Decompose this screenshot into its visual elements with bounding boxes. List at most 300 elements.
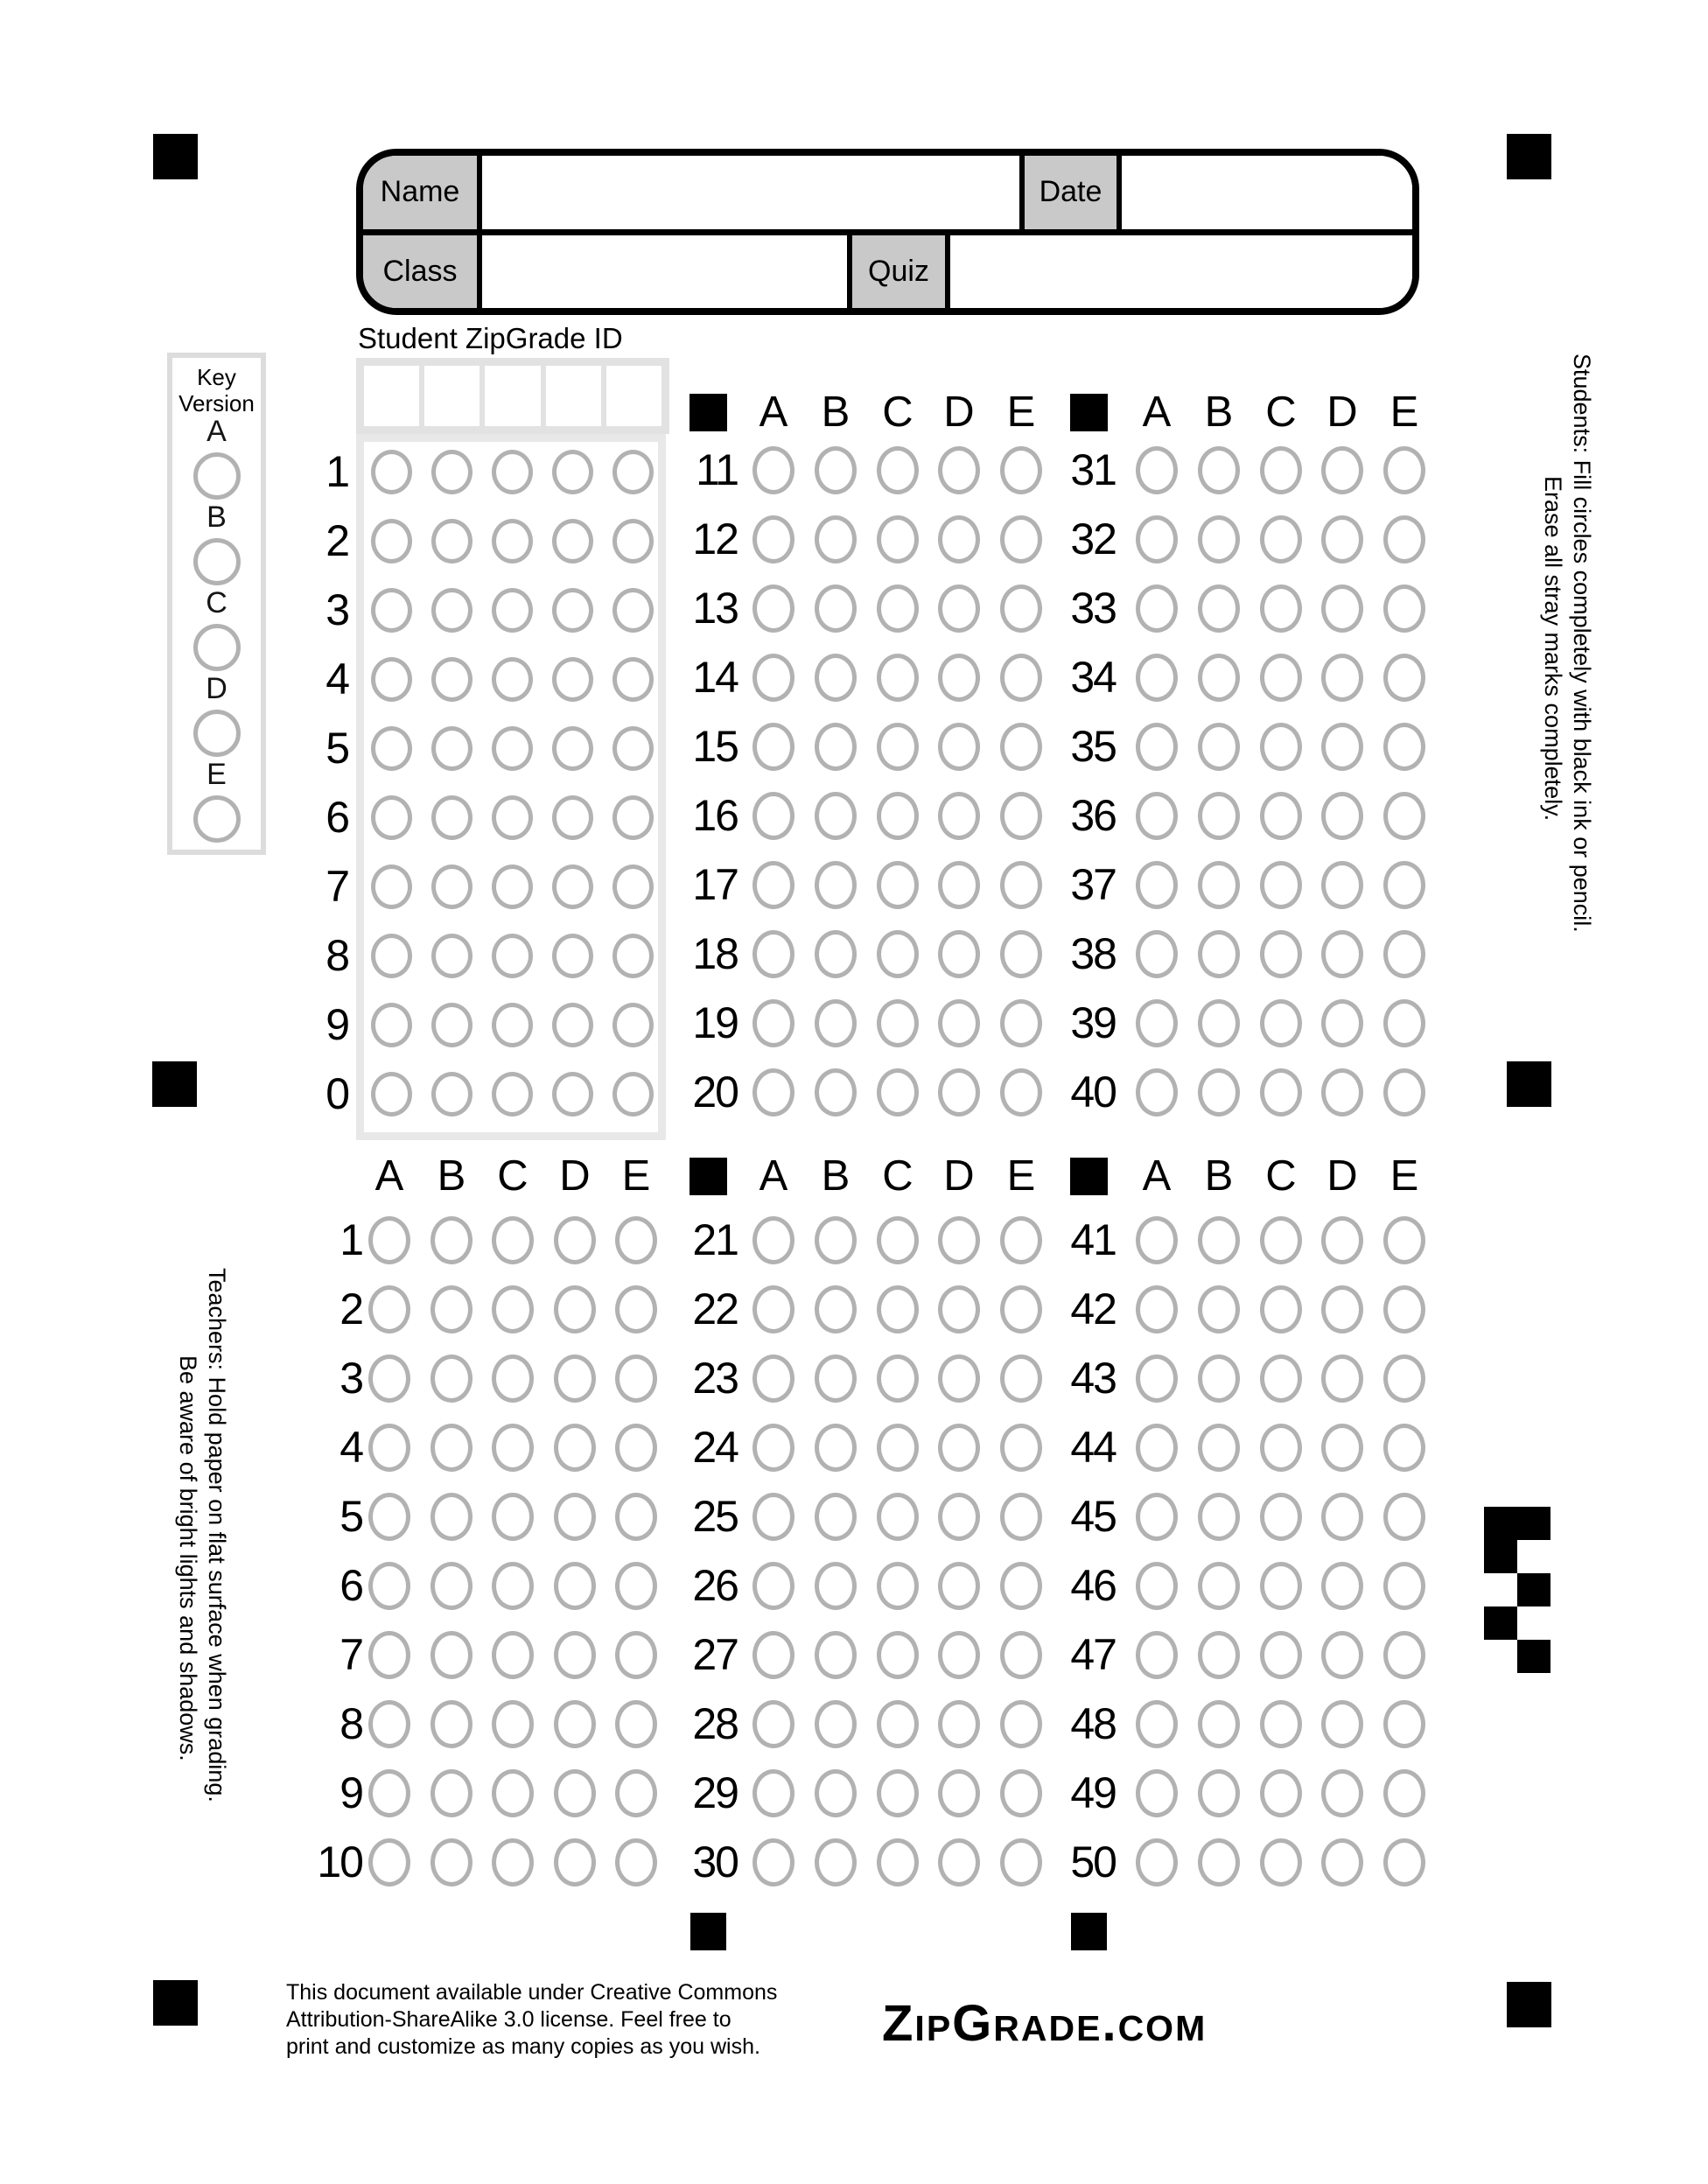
zipgrade-logo: ZipGrade.com — [882, 1995, 1208, 2052]
answer-bubble[interactable] — [938, 654, 980, 702]
answer-bubble[interactable] — [752, 584, 794, 633]
answer-bubble[interactable] — [430, 1838, 472, 1886]
answer-bubble[interactable] — [1198, 1838, 1240, 1886]
answer-bubble[interactable] — [938, 792, 980, 840]
id-bubble[interactable] — [371, 519, 412, 564]
answer-bubble[interactable] — [815, 792, 857, 840]
answer-bubble[interactable] — [815, 1769, 857, 1817]
question-number: 2 — [340, 1284, 362, 1334]
answer-bubble[interactable] — [1321, 1354, 1363, 1403]
answer-bubble[interactable] — [1136, 792, 1178, 840]
id-bubble[interactable] — [492, 934, 533, 978]
answer-bubble[interactable] — [368, 1700, 410, 1748]
answer-bubble[interactable] — [368, 1562, 410, 1610]
id-writein-cell[interactable] — [546, 366, 601, 426]
answer-bubble[interactable] — [1321, 999, 1363, 1047]
id-bubble[interactable] — [431, 657, 472, 702]
answer-bubble[interactable] — [1321, 1700, 1363, 1748]
answer-bubble[interactable] — [1260, 515, 1302, 564]
id-digit-label: 5 — [326, 724, 348, 773]
question-number: 46 — [1070, 1561, 1116, 1610]
answer-bubble[interactable] — [752, 1700, 794, 1748]
choice-letter: A — [1142, 1152, 1172, 1200]
answer-bubble[interactable] — [1321, 1068, 1363, 1116]
answer-bubble[interactable] — [1260, 1216, 1302, 1264]
answer-bubble[interactable] — [1260, 723, 1302, 771]
answer-bubble[interactable] — [938, 1562, 980, 1610]
answer-bubble[interactable] — [815, 1068, 857, 1116]
id-bubble[interactable] — [431, 934, 472, 978]
answer-bubble[interactable] — [1383, 723, 1425, 771]
answer-bubble[interactable] — [492, 1285, 534, 1334]
choice-letter: E — [1006, 388, 1036, 436]
answer-bubble[interactable] — [1136, 1354, 1178, 1403]
answer-bubble[interactable] — [1198, 1562, 1240, 1610]
answer-bubble[interactable] — [1136, 1068, 1178, 1116]
answer-bubble[interactable] — [1260, 861, 1302, 909]
answer-bubble[interactable] — [1321, 1769, 1363, 1817]
answer-bubble[interactable] — [1383, 1285, 1425, 1334]
answer-bubble[interactable] — [938, 584, 980, 633]
id-bubble[interactable] — [492, 726, 533, 771]
id-bubble[interactable] — [492, 657, 533, 702]
answer-bubble[interactable] — [815, 1700, 857, 1748]
answer-bubble[interactable] — [877, 654, 919, 702]
answer-bubble[interactable] — [492, 1631, 534, 1679]
quiz-field[interactable] — [950, 235, 1412, 309]
id-bubble[interactable] — [371, 934, 412, 978]
answer-bubble[interactable] — [1383, 1493, 1425, 1541]
answer-bubble[interactable] — [877, 792, 919, 840]
answer-bubble[interactable] — [1198, 1354, 1240, 1403]
answer-bubble[interactable] — [430, 1493, 472, 1541]
answer-bubble[interactable] — [815, 1424, 857, 1472]
answer-bubble[interactable] — [492, 1838, 534, 1886]
answer-bubble[interactable] — [1383, 1424, 1425, 1472]
answer-bubble[interactable] — [752, 930, 794, 978]
answer-bubble[interactable] — [430, 1216, 472, 1264]
answer-bubble[interactable] — [492, 1216, 534, 1264]
id-bubble[interactable] — [552, 726, 593, 771]
header-row-name-date — [363, 156, 1412, 229]
answer-bubble[interactable] — [938, 1068, 980, 1116]
answer-bubble[interactable] — [877, 999, 919, 1047]
header-marker — [690, 394, 727, 431]
answer-bubble[interactable] — [1383, 515, 1425, 564]
answer-bubble[interactable] — [368, 1216, 410, 1264]
answer-bubble[interactable] — [1136, 654, 1178, 702]
answer-bubble[interactable] — [815, 999, 857, 1047]
answer-bubble[interactable] — [1321, 723, 1363, 771]
id-bubble[interactable] — [371, 450, 412, 494]
answer-bubble[interactable] — [554, 1562, 596, 1610]
name-field[interactable] — [482, 156, 1019, 229]
answer-bubble[interactable] — [554, 1354, 596, 1403]
answer-bubble[interactable] — [1383, 1769, 1425, 1817]
date-field[interactable] — [1122, 156, 1412, 229]
answer-bubble[interactable] — [1260, 584, 1302, 633]
answer-bubble[interactable] — [1321, 1285, 1363, 1334]
key-option-bubble[interactable] — [193, 624, 241, 671]
answer-bubble[interactable] — [368, 1769, 410, 1817]
answer-bubble[interactable] — [815, 446, 857, 494]
id-bubble[interactable] — [431, 519, 472, 564]
answer-bubble[interactable] — [1198, 1700, 1240, 1748]
id-bubble[interactable] — [492, 450, 533, 494]
answer-bubble[interactable] — [554, 1769, 596, 1817]
answer-bubble[interactable] — [1260, 1068, 1302, 1116]
answer-bubble[interactable] — [752, 1769, 794, 1817]
answer-bubble[interactable] — [1198, 446, 1240, 494]
answer-bubble[interactable] — [815, 1838, 857, 1886]
answer-bubble[interactable] — [752, 1562, 794, 1610]
answer-bubble[interactable] — [815, 1354, 857, 1403]
answer-bubble[interactable] — [1198, 999, 1240, 1047]
answer-bubble[interactable] — [1383, 930, 1425, 978]
id-bubble[interactable] — [371, 795, 412, 840]
answer-bubble[interactable] — [1383, 1838, 1425, 1886]
answer-bubble[interactable] — [938, 1424, 980, 1472]
answer-bubble[interactable] — [1198, 861, 1240, 909]
id-bubble[interactable] — [552, 1072, 593, 1116]
key-version-title-line2: Version — [178, 390, 255, 416]
answer-bubble[interactable] — [1383, 584, 1425, 633]
answer-bubble[interactable] — [1136, 861, 1178, 909]
answer-bubble[interactable] — [368, 1354, 410, 1403]
answer-bubble[interactable] — [877, 1631, 919, 1679]
id-bubble[interactable] — [552, 519, 593, 564]
answer-bubble[interactable] — [1136, 584, 1178, 633]
answer-bubble[interactable] — [1260, 1493, 1302, 1541]
answer-bubble[interactable] — [1136, 1493, 1178, 1541]
id-bubble[interactable] — [371, 1072, 412, 1116]
answer-bubble[interactable] — [492, 1424, 534, 1472]
answer-bubble[interactable] — [1383, 861, 1425, 909]
id-writein-cell[interactable] — [424, 366, 480, 426]
answer-bubble[interactable] — [938, 1769, 980, 1817]
answer-bubble[interactable] — [1383, 792, 1425, 840]
answer-bubble[interactable] — [877, 1700, 919, 1748]
answer-bubble[interactable] — [1198, 1285, 1240, 1334]
answer-bubble[interactable] — [1136, 515, 1178, 564]
answer-bubble[interactable] — [554, 1631, 596, 1679]
key-option-bubble[interactable] — [193, 795, 241, 843]
answer-bubble[interactable] — [877, 723, 919, 771]
answer-bubble[interactable] — [368, 1285, 410, 1334]
answer-bubble[interactable] — [1383, 446, 1425, 494]
answer-bubble[interactable] — [1198, 1769, 1240, 1817]
answer-bubble[interactable] — [1260, 1838, 1302, 1886]
answer-bubble[interactable] — [1198, 654, 1240, 702]
answer-bubble[interactable] — [877, 1068, 919, 1116]
calibration-pattern-cell — [1517, 1640, 1550, 1673]
choice-letter: B — [821, 388, 850, 436]
answer-bubble[interactable] — [1198, 1493, 1240, 1541]
answer-bubble[interactable] — [1136, 1216, 1178, 1264]
answer-bubble[interactable] — [1260, 1354, 1302, 1403]
answer-bubble[interactable] — [752, 792, 794, 840]
id-bubble[interactable] — [431, 450, 472, 494]
answer-bubble[interactable] — [815, 930, 857, 978]
answer-bubble[interactable] — [877, 584, 919, 633]
id-bubble[interactable] — [371, 726, 412, 771]
answer-bubble[interactable] — [877, 1354, 919, 1403]
answer-bubble[interactable] — [1136, 723, 1178, 771]
answer-bubble[interactable] — [1198, 1068, 1240, 1116]
answer-bubble[interactable] — [368, 1631, 410, 1679]
answer-bubble[interactable] — [1321, 1216, 1363, 1264]
answer-bubble[interactable] — [938, 1631, 980, 1679]
answer-bubble[interactable] — [752, 1838, 794, 1886]
answer-bubble[interactable] — [1136, 446, 1178, 494]
answer-bubble[interactable] — [430, 1631, 472, 1679]
answer-bubble[interactable] — [752, 861, 794, 909]
answer-bubble[interactable] — [368, 1838, 410, 1886]
answer-bubble[interactable] — [430, 1700, 472, 1748]
class-field[interactable] — [482, 235, 847, 309]
answer-bubble[interactable] — [430, 1562, 472, 1610]
answer-bubble[interactable] — [1321, 1631, 1363, 1679]
answer-bubble[interactable] — [1260, 1769, 1302, 1817]
answer-bubble[interactable] — [1198, 1424, 1240, 1472]
id-bubble[interactable] — [552, 450, 593, 494]
id-bubble[interactable] — [431, 1003, 472, 1047]
answer-bubble[interactable] — [1136, 1631, 1178, 1679]
calibration-pattern-cell — [1484, 1606, 1517, 1640]
answer-bubble[interactable] — [1260, 1424, 1302, 1472]
answer-bubble[interactable] — [1136, 1424, 1178, 1472]
answer-bubble[interactable] — [1321, 515, 1363, 564]
id-bubble[interactable] — [552, 588, 593, 633]
header-marker — [690, 1158, 727, 1195]
question-number: 35 — [1070, 722, 1116, 771]
answer-bubble[interactable] — [877, 1838, 919, 1886]
answer-bubble[interactable] — [1383, 1216, 1425, 1264]
answer-bubble[interactable] — [752, 1068, 794, 1116]
answer-bubble[interactable] — [877, 930, 919, 978]
answer-bubble[interactable] — [815, 584, 857, 633]
answer-bubble[interactable] — [554, 1493, 596, 1541]
answer-bubble[interactable] — [492, 1769, 534, 1817]
answer-bubble[interactable] — [430, 1285, 472, 1334]
answer-bubble[interactable] — [1383, 1354, 1425, 1403]
id-bubble[interactable] — [492, 864, 533, 909]
question-number: 4 — [340, 1423, 362, 1472]
answer-bubble[interactable] — [1383, 1562, 1425, 1610]
answer-bubble[interactable] — [815, 1493, 857, 1541]
choice-letter: E — [1006, 1152, 1036, 1200]
id-bubble[interactable] — [552, 934, 593, 978]
answer-bubble[interactable] — [1198, 584, 1240, 633]
answer-bubble[interactable] — [752, 1354, 794, 1403]
id-writein-cell[interactable] — [364, 366, 419, 426]
answer-bubble[interactable] — [815, 1562, 857, 1610]
answer-bubble[interactable] — [1260, 930, 1302, 978]
id-bubble[interactable] — [492, 519, 533, 564]
answer-bubble[interactable] — [938, 723, 980, 771]
answer-bubble[interactable] — [430, 1769, 472, 1817]
answer-bubble[interactable] — [1198, 792, 1240, 840]
answer-bubble[interactable] — [554, 1424, 596, 1472]
answer-bubble[interactable] — [877, 1216, 919, 1264]
id-bubble[interactable] — [431, 795, 472, 840]
answer-bubble[interactable] — [1136, 1285, 1178, 1334]
answer-bubble[interactable] — [1198, 1216, 1240, 1264]
answer-bubble[interactable] — [815, 861, 857, 909]
answer-bubble[interactable] — [1321, 861, 1363, 909]
answer-bubble[interactable] — [1383, 1068, 1425, 1116]
answer-bubble[interactable] — [877, 1493, 919, 1541]
answer-bubble[interactable] — [554, 1700, 596, 1748]
id-bubble[interactable] — [431, 588, 472, 633]
answer-bubble[interactable] — [1383, 1700, 1425, 1748]
answer-bubble[interactable] — [1260, 654, 1302, 702]
answer-bubble[interactable] — [1260, 1700, 1302, 1748]
answer-bubble[interactable] — [554, 1838, 596, 1886]
id-bubble[interactable] — [371, 588, 412, 633]
answer-bubble[interactable] — [815, 1631, 857, 1679]
id-bubble[interactable] — [492, 1003, 533, 1047]
answer-bubble[interactable] — [938, 1285, 980, 1334]
id-bubble[interactable] — [552, 795, 593, 840]
answer-bubble[interactable] — [938, 1838, 980, 1886]
answer-bubble[interactable] — [877, 1562, 919, 1610]
answer-bubble[interactable] — [1198, 1631, 1240, 1679]
answer-bubble[interactable] — [752, 723, 794, 771]
answer-bubble[interactable] — [752, 1631, 794, 1679]
answer-bubble[interactable] — [1383, 654, 1425, 702]
answer-bubble[interactable] — [368, 1493, 410, 1541]
answer-bubble[interactable] — [1198, 930, 1240, 978]
question-number: 42 — [1070, 1284, 1116, 1334]
answer-bubble[interactable] — [1321, 1424, 1363, 1472]
answer-bubble[interactable] — [752, 999, 794, 1047]
answer-bubble[interactable] — [1321, 930, 1363, 978]
key-option-bubble[interactable] — [193, 452, 241, 500]
answer-bubble[interactable] — [1136, 930, 1178, 978]
id-bubble[interactable] — [371, 657, 412, 702]
answer-bubble[interactable] — [1383, 1631, 1425, 1679]
answer-bubble[interactable] — [938, 1700, 980, 1748]
answer-bubble[interactable] — [1321, 1493, 1363, 1541]
answer-bubble[interactable] — [752, 1493, 794, 1541]
id-digit-label: 7 — [326, 862, 348, 911]
answer-bubble[interactable] — [877, 446, 919, 494]
answer-bubble[interactable] — [752, 515, 794, 564]
answer-bubble[interactable] — [1383, 999, 1425, 1047]
answer-bubble[interactable] — [492, 1562, 534, 1610]
answer-bubble[interactable] — [752, 1285, 794, 1334]
id-bubble[interactable] — [552, 1003, 593, 1047]
answer-bubble[interactable] — [938, 1354, 980, 1403]
answer-bubble[interactable] — [877, 1769, 919, 1817]
answer-bubble[interactable] — [938, 861, 980, 909]
id-bubble[interactable] — [371, 1003, 412, 1047]
id-writein-cell[interactable] — [606, 366, 662, 426]
answer-bubble[interactable] — [938, 1216, 980, 1264]
answer-bubble[interactable] — [492, 1700, 534, 1748]
answer-bubble[interactable] — [368, 1424, 410, 1472]
calibration-pattern-cell — [1517, 1573, 1550, 1606]
answer-bubble[interactable] — [815, 515, 857, 564]
question-number: 23 — [692, 1354, 738, 1403]
answer-bubble[interactable] — [1260, 999, 1302, 1047]
answer-bubble[interactable] — [938, 930, 980, 978]
answer-bubble[interactable] — [1260, 1631, 1302, 1679]
answer-bubble[interactable] — [492, 1354, 534, 1403]
id-bubble[interactable] — [492, 795, 533, 840]
answer-bubble[interactable] — [815, 723, 857, 771]
id-bubble[interactable] — [431, 726, 472, 771]
answer-bubble[interactable] — [815, 1216, 857, 1264]
answer-bubble[interactable] — [1260, 446, 1302, 494]
answer-bubble[interactable] — [554, 1285, 596, 1334]
id-writein-cell[interactable] — [485, 366, 540, 426]
answer-bubble[interactable] — [1321, 654, 1363, 702]
answer-bubble[interactable] — [1136, 999, 1178, 1047]
answer-bubble[interactable] — [1260, 1285, 1302, 1334]
id-bubble[interactable] — [492, 588, 533, 633]
answer-bubble[interactable] — [1260, 792, 1302, 840]
answer-bubble[interactable] — [752, 654, 794, 702]
answer-bubble[interactable] — [554, 1216, 596, 1264]
id-bubble[interactable] — [431, 1072, 472, 1116]
id-bubble[interactable] — [552, 657, 593, 702]
answer-bubble[interactable] — [815, 1285, 857, 1334]
answer-bubble[interactable] — [938, 999, 980, 1047]
question-number: 39 — [1070, 998, 1116, 1047]
choice-letter: C — [497, 1152, 528, 1200]
answer-bubble[interactable] — [752, 1424, 794, 1472]
answer-bubble[interactable] — [1321, 1838, 1363, 1886]
question-number: 50 — [1070, 1838, 1116, 1886]
answer-bubble[interactable] — [1321, 1562, 1363, 1610]
answer-bubble[interactable] — [430, 1354, 472, 1403]
id-bubble[interactable] — [431, 864, 472, 909]
answer-bubble[interactable] — [492, 1493, 534, 1541]
answer-bubble[interactable] — [938, 1493, 980, 1541]
answer-bubble[interactable] — [877, 1424, 919, 1472]
answer-bubble[interactable] — [1198, 515, 1240, 564]
id-bubble[interactable] — [552, 864, 593, 909]
key-version-title-line1: Key — [197, 364, 236, 390]
key-option-bubble[interactable] — [193, 538, 241, 585]
answer-bubble[interactable] — [752, 1216, 794, 1264]
answer-bubble[interactable] — [1136, 1700, 1178, 1748]
answer-bubble[interactable] — [877, 1285, 919, 1334]
answer-bubble[interactable] — [1321, 446, 1363, 494]
answer-bubble[interactable] — [877, 515, 919, 564]
answer-bubble[interactable] — [1136, 1562, 1178, 1610]
fiducial-marker — [152, 1061, 197, 1107]
answer-bubble[interactable] — [1136, 1838, 1178, 1886]
answer-bubble[interactable] — [938, 446, 980, 494]
answer-bubble[interactable] — [430, 1424, 472, 1472]
answer-bubble[interactable] — [1260, 1562, 1302, 1610]
id-bubble[interactable] — [371, 864, 412, 909]
answer-bubble[interactable] — [1321, 792, 1363, 840]
id-bubble[interactable] — [492, 1072, 533, 1116]
answer-bubble[interactable] — [1198, 723, 1240, 771]
question-number: 28 — [692, 1699, 738, 1748]
key-option-bubble[interactable] — [193, 710, 241, 757]
answer-bubble[interactable] — [815, 654, 857, 702]
answer-bubble[interactable] — [752, 446, 794, 494]
answer-bubble[interactable] — [1136, 1769, 1178, 1817]
answer-bubble[interactable] — [938, 515, 980, 564]
answer-bubble[interactable] — [877, 861, 919, 909]
answer-bubble[interactable] — [1321, 584, 1363, 633]
